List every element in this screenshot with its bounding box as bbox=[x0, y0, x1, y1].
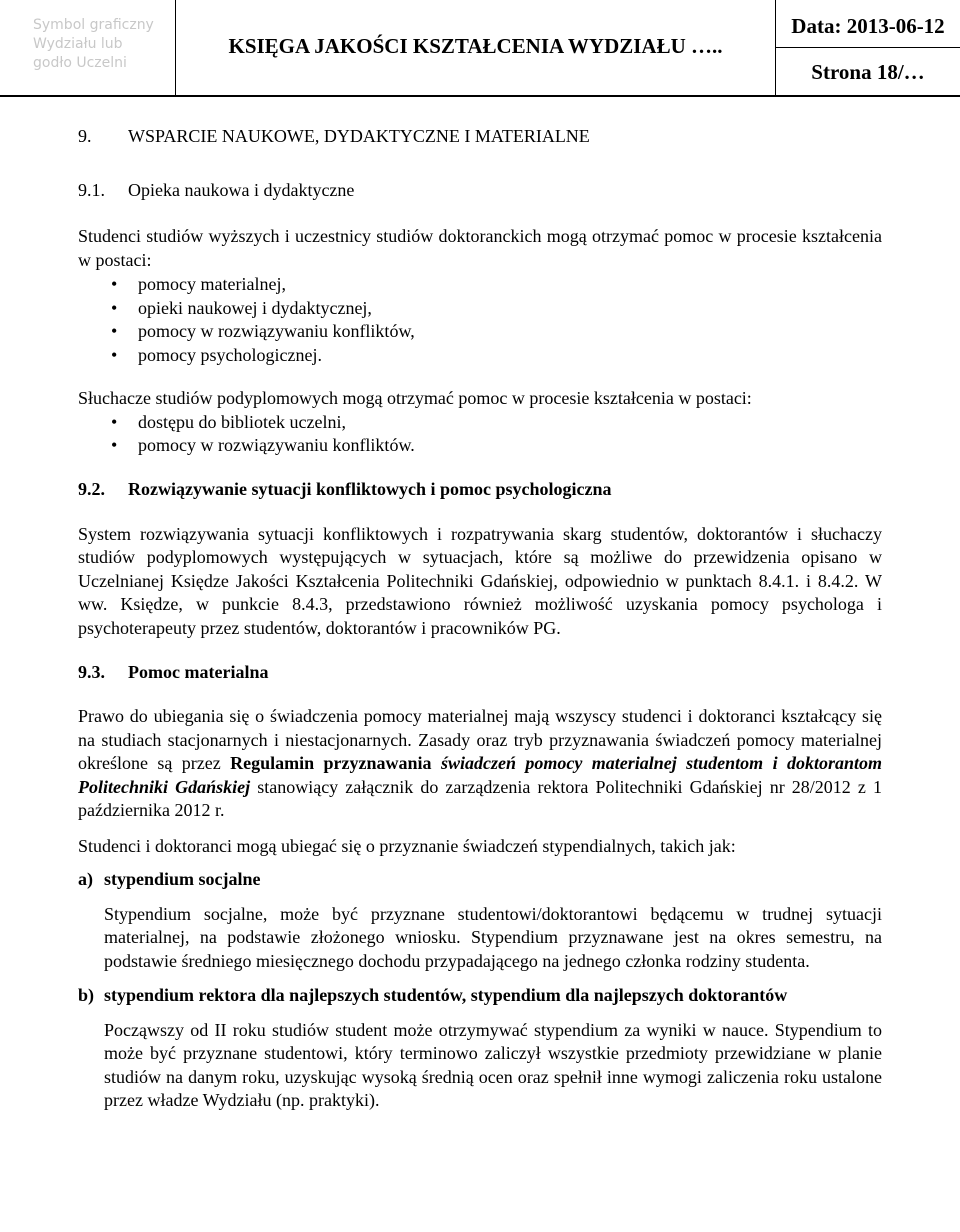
paragraph-text: stanowiący załącznik do zarządzenia rektora Politechniki Gdańskiej nr 28/2012 z 1 października 2012 r. bbox=[78, 776, 882, 820]
list-heading bbox=[78, 984, 882, 1008]
list-heading-text: stypendium rektora dla najlepszych studentów, stypendium dla najlepszych doktorantów bbox=[104, 985, 788, 1005]
list-item: • dostępu do bibliotek uczelni, bbox=[138, 411, 882, 435]
subsection-title: Pomoc materialna bbox=[128, 662, 269, 682]
paragraph: Począwszy od II roku studiów student może otrzymywać stypendium za wyniki w nauce. Stypendium to może być przyznane studentowi, który terminowo zaliczył wszystkie przedmioty przewidziane w planie studiów na danym roku, uzyskując wysoką średnią ocen oraz spełnił inne wymogi zaliczenia roku ustalone przez władze Wydziału (np. praktyki). bbox=[104, 1019, 882, 1110]
section-title: WSPARCIE NAUKOWE, DYDAKTYCZNE I MATERIALNE bbox=[128, 126, 590, 146]
document-date: Data: 2013-06-12 bbox=[776, 0, 960, 48]
section-heading bbox=[78, 125, 882, 149]
paragraph: Studenci studiów wyższych i uczestnicy studiów doktoranckich mogą otrzymać pomoc w procesie kształcenia w postaci: bbox=[78, 226, 882, 270]
logo-placeholder bbox=[0, 0, 176, 96]
subsection-title: Opieka naukowa i dydaktyczne bbox=[128, 180, 355, 200]
list-item: • pomocy psychologicznej. bbox=[138, 344, 882, 368]
page-header bbox=[0, 0, 960, 96]
logo-line: godło Uczelni bbox=[33, 55, 127, 71]
header-divider bbox=[0, 95, 960, 97]
subsection-number: 9.2. bbox=[78, 478, 105, 499]
list-heading bbox=[78, 868, 882, 892]
list-label: b) bbox=[78, 985, 95, 1005]
paragraph: Studenci i doktoranci mogą ubiegać się o przyznanie świadczeń stypendialnych, takich jak: bbox=[78, 835, 736, 856]
regulation-title: Regulamin przyznawania bbox=[230, 753, 432, 773]
regulation-title-italic: świadczeń pomocy materialnej studentom i doktorantom Politechniki Gdańskiej bbox=[78, 753, 882, 797]
bullet-list bbox=[78, 411, 882, 458]
bullet-list bbox=[78, 273, 882, 367]
subsection-heading bbox=[78, 179, 882, 203]
list-label: a) bbox=[78, 869, 93, 889]
section-number: 9. bbox=[78, 126, 92, 146]
subsection-number: 9.3. bbox=[78, 662, 105, 682]
logo-line: Symbol graficzny bbox=[33, 17, 154, 33]
page-number: Strona 18/… bbox=[811, 60, 925, 84]
subsection-heading bbox=[78, 478, 882, 502]
paragraph: System rozwiązywania sytuacji konfliktowych i rozpatrywania skarg studentów, doktorantów i słuchaczy studiów podyplomowych występujących w sytuacjach, które są możliwe do przewidzenia opisano w Uczelnianej Księdze Jakości Kształcenia Politechniki Gdańskiej, odpowiednio w punktach 8.4.1. i 8.4.2. W ww. Księdze, w punkcie 8.4.3, przedstawiono również możliwość uzyskania pomocy psychologa i psychoterapeuty przez studentów, doktorantów i pracowników PG. bbox=[78, 523, 882, 638]
paragraph: Stypendium socjalne, może być przyznane studentowi/doktorantowi będącemu w trudnej sytuacji materialnej, na podstawie złożonego wniosku. Stypendium przyznawane jest na okres semestru, na podstawie średniego miesięcznego dochodu przypadającego na jednego członka rodziny studenta. bbox=[104, 903, 882, 971]
paragraph: Słuchacze studiów podyplomowych mogą otrzymać pomoc w procesie kształcenia w postaci: bbox=[78, 388, 752, 408]
list-item: • opieki naukowej i dydaktycznej, bbox=[138, 297, 882, 321]
list-item: • pomocy materialnej, bbox=[138, 273, 882, 297]
list-item: • pomocy w rozwiązywaniu konfliktów. bbox=[138, 434, 882, 458]
subsection-number: 9.1. bbox=[78, 180, 105, 200]
subsection-heading bbox=[78, 661, 882, 685]
paragraph-text: Prawo do ubiegania się o świadczenia pomocy materialnej mają wszyscy studenci i doktoranci kształcący się na studiach stacjonarnych i niestacjonarnych. Zasady oraz tryb przyznawania świadczeń pomocy materialnej określone są przez bbox=[78, 706, 882, 773]
subsection-title: Rozwiązywanie sytuacji konfliktowych i pomoc psychologiczna bbox=[128, 478, 612, 499]
paragraph bbox=[78, 705, 882, 823]
list-item: • pomocy w rozwiązywaniu konfliktów, bbox=[138, 320, 882, 344]
document-body bbox=[78, 120, 882, 1113]
logo-line: Wydziału lub bbox=[33, 36, 123, 52]
list-heading-text: stypendium socjalne bbox=[104, 869, 261, 889]
document-title: KSIĘGA JAKOŚCI KSZTAŁCENIA WYDZIAŁU ….. bbox=[176, 0, 776, 96]
